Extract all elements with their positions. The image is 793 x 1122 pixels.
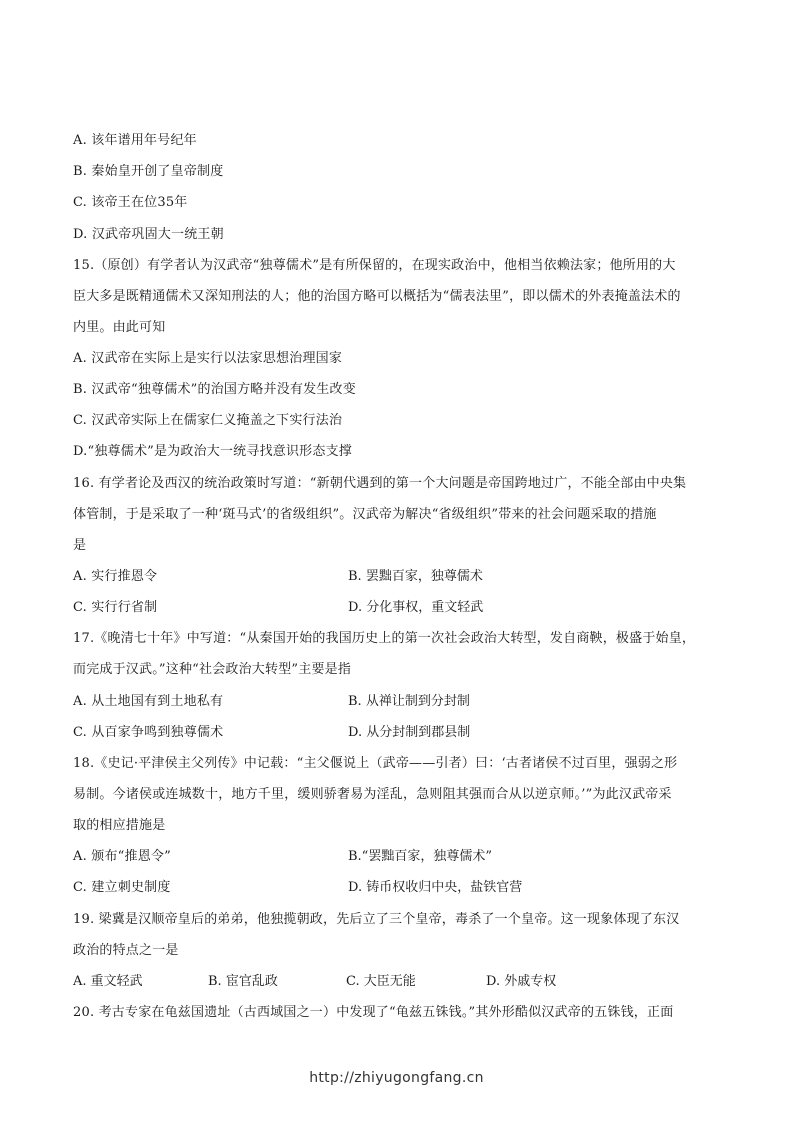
q16-stem-line-1: 16. 有学者论及西汉的统治政策时写道：“新朝代遇到的第一个大问题是帝国跨地过广，不能全部由中央集 bbox=[73, 476, 687, 491]
q16-stem-line-2: 体管制，于是采取了一种‘斑马式’的省级组织”。汉武帝为解决“省级组织”带来的社会问题采取的措施 bbox=[73, 507, 657, 522]
q16-option-a: A. 实行推恩令 bbox=[73, 569, 158, 584]
q16-option-b: B. 罢黜百家，独尊儒术 bbox=[348, 569, 483, 584]
q15-stem-line-1: 15.（原创）有学者认为汉武帝“独尊儒术”是有所保留的，在现实政治中，他相当依赖法家；他所用的大 bbox=[73, 258, 676, 273]
q16-option-d: D. 分化事权，重文轻武 bbox=[348, 600, 484, 615]
q18-option-b: B.“罢黜百家，独尊儒术” bbox=[348, 849, 492, 864]
q17-option-d: D. 从分封制到郡县制 bbox=[348, 725, 471, 740]
q15-option-a: A. 汉武帝在实际上是实行以法家思想治理国家 bbox=[73, 351, 343, 366]
q17-stem-line-2: 而完成于汉武。”这种“社会政治大转型”主要是指 bbox=[73, 662, 352, 677]
q14-option-a: A. 该年谱用年号纪年 bbox=[73, 133, 197, 148]
q19-option-b: B. 宦官乱政 bbox=[208, 974, 278, 989]
q19-option-a: A. 重文轻武 bbox=[73, 974, 143, 989]
q17-option-a: A. 从土地国有到土地私有 bbox=[73, 694, 224, 709]
q19-stem-line-1: 19. 梁冀是汉顺帝皇后的弟弟，他独揽朝政，先后立了三个皇帝，毒杀了一个皇帝。这一现象体现了东汉 bbox=[73, 912, 680, 927]
q17-option-b: B. 从禅让制到分封制 bbox=[348, 694, 470, 709]
q15-option-d: D.“独尊儒术”是为政治大一统寻找意识形态支撑 bbox=[73, 444, 352, 459]
q19-option-c: C. 大臣无能 bbox=[346, 974, 416, 989]
q19-stem-line-2: 政治的特点之一是 bbox=[73, 943, 179, 958]
q15-option-c: C. 汉武帝实际上在儒家仁义掩盖之下实行法治 bbox=[73, 413, 343, 428]
q14-option-b: B. 秦始皇开创了皇帝制度 bbox=[73, 164, 224, 179]
q14-option-c: C. 该帝王在位35年 bbox=[73, 195, 188, 210]
q18-stem-line-2: 易制。今诸侯或连城数十，地方千里，缓则骄奢易为淫乱，急则阻其强而合从以逆京师。’”为此汉武帝采 bbox=[73, 787, 672, 802]
q16-option-c: C. 实行行省制 bbox=[73, 600, 158, 615]
q20-stem-line-1: 20. 考古专家在龟兹国遗址（古西域国之一）中发现了“龟兹五铢钱。”其外形酷似汉武帝的五铢钱，正面 bbox=[73, 1005, 674, 1020]
q18-option-d: D. 铸币权收归中央，盐铁官营 bbox=[348, 880, 523, 895]
q17-stem-line-1: 17.《晚清七十年》中写道：“从秦国开始的我国历史上的第一次社会政治大转型，发自商鞅，极盛于始皇， bbox=[73, 631, 696, 646]
q18-option-a: A. 颁布“推恩令” bbox=[73, 849, 171, 864]
q15-stem-line-2: 臣大多是既精通儒术又深知刑法的人；他的治国方略可以概括为“儒表法里”，即以儒术的外表掩盖法术的 bbox=[73, 289, 681, 304]
q15-option-b: B. 汉武帝“独尊儒术”的治国方略并没有发生改变 bbox=[73, 382, 356, 397]
q17-option-c: C. 从百家争鸣到独尊儒术 bbox=[73, 725, 224, 740]
footer-url: http://zhiyugongfang.cn bbox=[309, 1070, 484, 1086]
q14-option-d: D. 汉武帝巩固大一统王朝 bbox=[73, 227, 224, 242]
q18-stem-line-3: 取的相应措施是 bbox=[73, 818, 166, 833]
q15-stem-line-3: 内里。由此可知 bbox=[73, 320, 166, 335]
q18-stem-line-1: 18.《史记·平津侯主父列传》中记载：“主父偃说上（武帝——引者）曰：‘古者诸侯不过百里，强弱之形 bbox=[73, 756, 678, 771]
q19-option-d: D. 外戚专权 bbox=[486, 974, 557, 989]
q16-stem-line-3: 是 bbox=[73, 538, 87, 553]
q18-option-c: C. 建立刺史制度 bbox=[73, 880, 171, 895]
